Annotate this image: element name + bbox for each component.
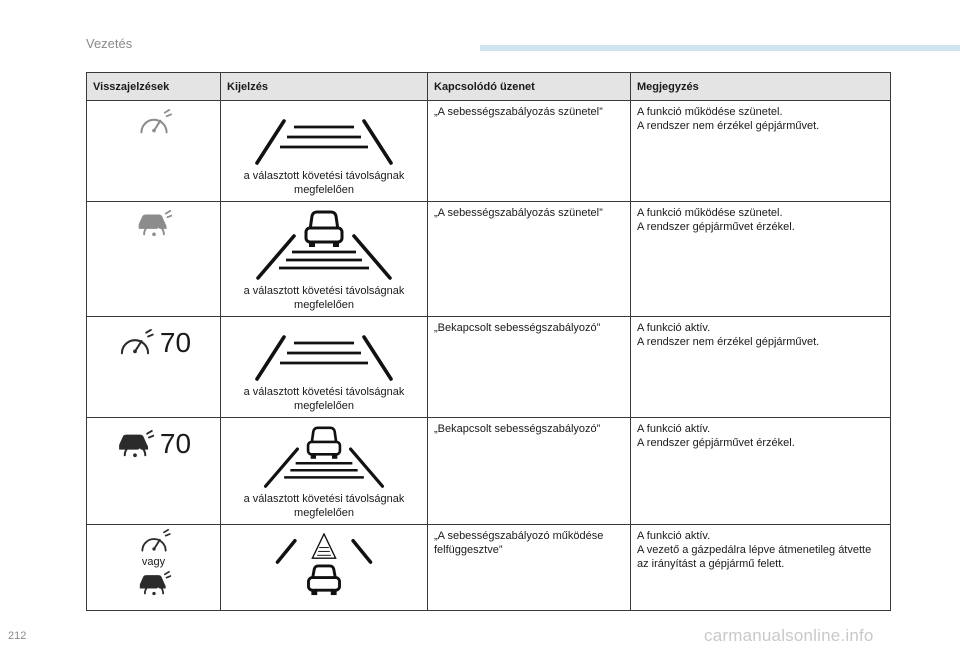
note-cell: [631, 525, 891, 611]
speedometer-outline-icon: [137, 529, 171, 554]
table-row: [87, 101, 891, 202]
display-cell: [221, 101, 428, 202]
speed-readout: [116, 430, 191, 458]
display-caption: a választott követési távolságnak megfelelően: [243, 170, 405, 196]
table-row: [87, 202, 891, 317]
road-lanes-icon: [254, 119, 394, 165]
display-caption: a választott követési távolságnak megfelelően: [243, 386, 405, 412]
header-note: Megjegyzés: [631, 73, 891, 101]
note-line: A funkció aktív.: [637, 423, 711, 435]
note-line: A rendszer gépjárművet érzékel.: [637, 437, 795, 449]
or-label: vagy: [141, 556, 166, 568]
message-cell: „Bekapcsolt sebességszabályozó”: [428, 418, 631, 525]
feedback-cell: [87, 418, 221, 525]
note-line: A rendszer nem érzékel gépjárművet.: [637, 120, 820, 132]
display-cell: [221, 525, 428, 611]
display-caption: a választott követési távolságnak megfelelően: [243, 285, 405, 311]
road-lanes-with-car-icon: [254, 426, 394, 488]
road-lanes-with-car-icon: [254, 210, 394, 280]
note-cell: [631, 202, 891, 317]
feedback-cell: [87, 101, 221, 202]
feedback-cell: [87, 525, 221, 611]
table-row: [87, 525, 891, 611]
road-edges-warning-car-icon: [274, 533, 374, 597]
note-line: A funkció működése szünetel.: [637, 207, 783, 219]
message-cell: „A sebességszabályozás szünetel”: [428, 202, 631, 317]
section-title: Vezetés: [86, 36, 133, 51]
speedometer-outline-icon: [116, 329, 154, 357]
table-row: [87, 418, 891, 525]
feedback-cell: [87, 202, 221, 317]
header-accent-bar: [480, 45, 960, 51]
speedometer-car-dark-icon: [137, 571, 171, 596]
display-caption: a választott követési távolságnak megfelelően: [243, 493, 405, 519]
note-cell: [631, 418, 891, 525]
display-cell: [221, 317, 428, 418]
display-cell: [221, 202, 428, 317]
header-message: Kapcsolódó üzenet: [428, 73, 631, 101]
speedometer-car-grey-icon: [136, 210, 172, 237]
display-cell: [221, 418, 428, 525]
note-line: A funkció aktív.: [637, 322, 711, 334]
note-cell: [631, 101, 891, 202]
set-speed-value: 70: [159, 428, 192, 459]
set-speed-value: 70: [159, 327, 192, 358]
table-header-row: [87, 73, 891, 101]
note-line: A rendszer nem érzékel gépjárművet.: [637, 336, 820, 348]
note-line: A vezető a gázpedálra lépve átmenetileg átvette: [637, 544, 872, 556]
speed-readout: [116, 329, 191, 357]
header-feedback: Visszajelzések: [87, 73, 221, 101]
speedometer-outline-icon: [136, 109, 172, 136]
note-cell: [631, 317, 891, 418]
page-number: 212: [8, 630, 27, 642]
message-cell: „A sebességszabályozó működése felfüggesztve”: [428, 525, 631, 611]
table-row: [87, 317, 891, 418]
cruise-control-status-table: [86, 72, 891, 611]
note-line: az irányítást a gépjármű felett.: [637, 558, 785, 570]
speedometer-car-dark-icon: [116, 430, 154, 458]
message-cell: „A sebességszabályozás szünetel”: [428, 101, 631, 202]
feedback-cell: [87, 317, 221, 418]
note-line: A rendszer gépjárművet érzékel.: [637, 221, 795, 233]
note-line: A funkció működése szünetel.: [637, 106, 783, 118]
note-line: A funkció aktív.: [637, 530, 711, 542]
road-lanes-icon: [254, 335, 394, 381]
header-display: Kijelzés: [221, 73, 428, 101]
watermark: carmanualsonline.info: [704, 626, 874, 645]
message-cell: „Bekapcsolt sebességszabályozó”: [428, 317, 631, 418]
